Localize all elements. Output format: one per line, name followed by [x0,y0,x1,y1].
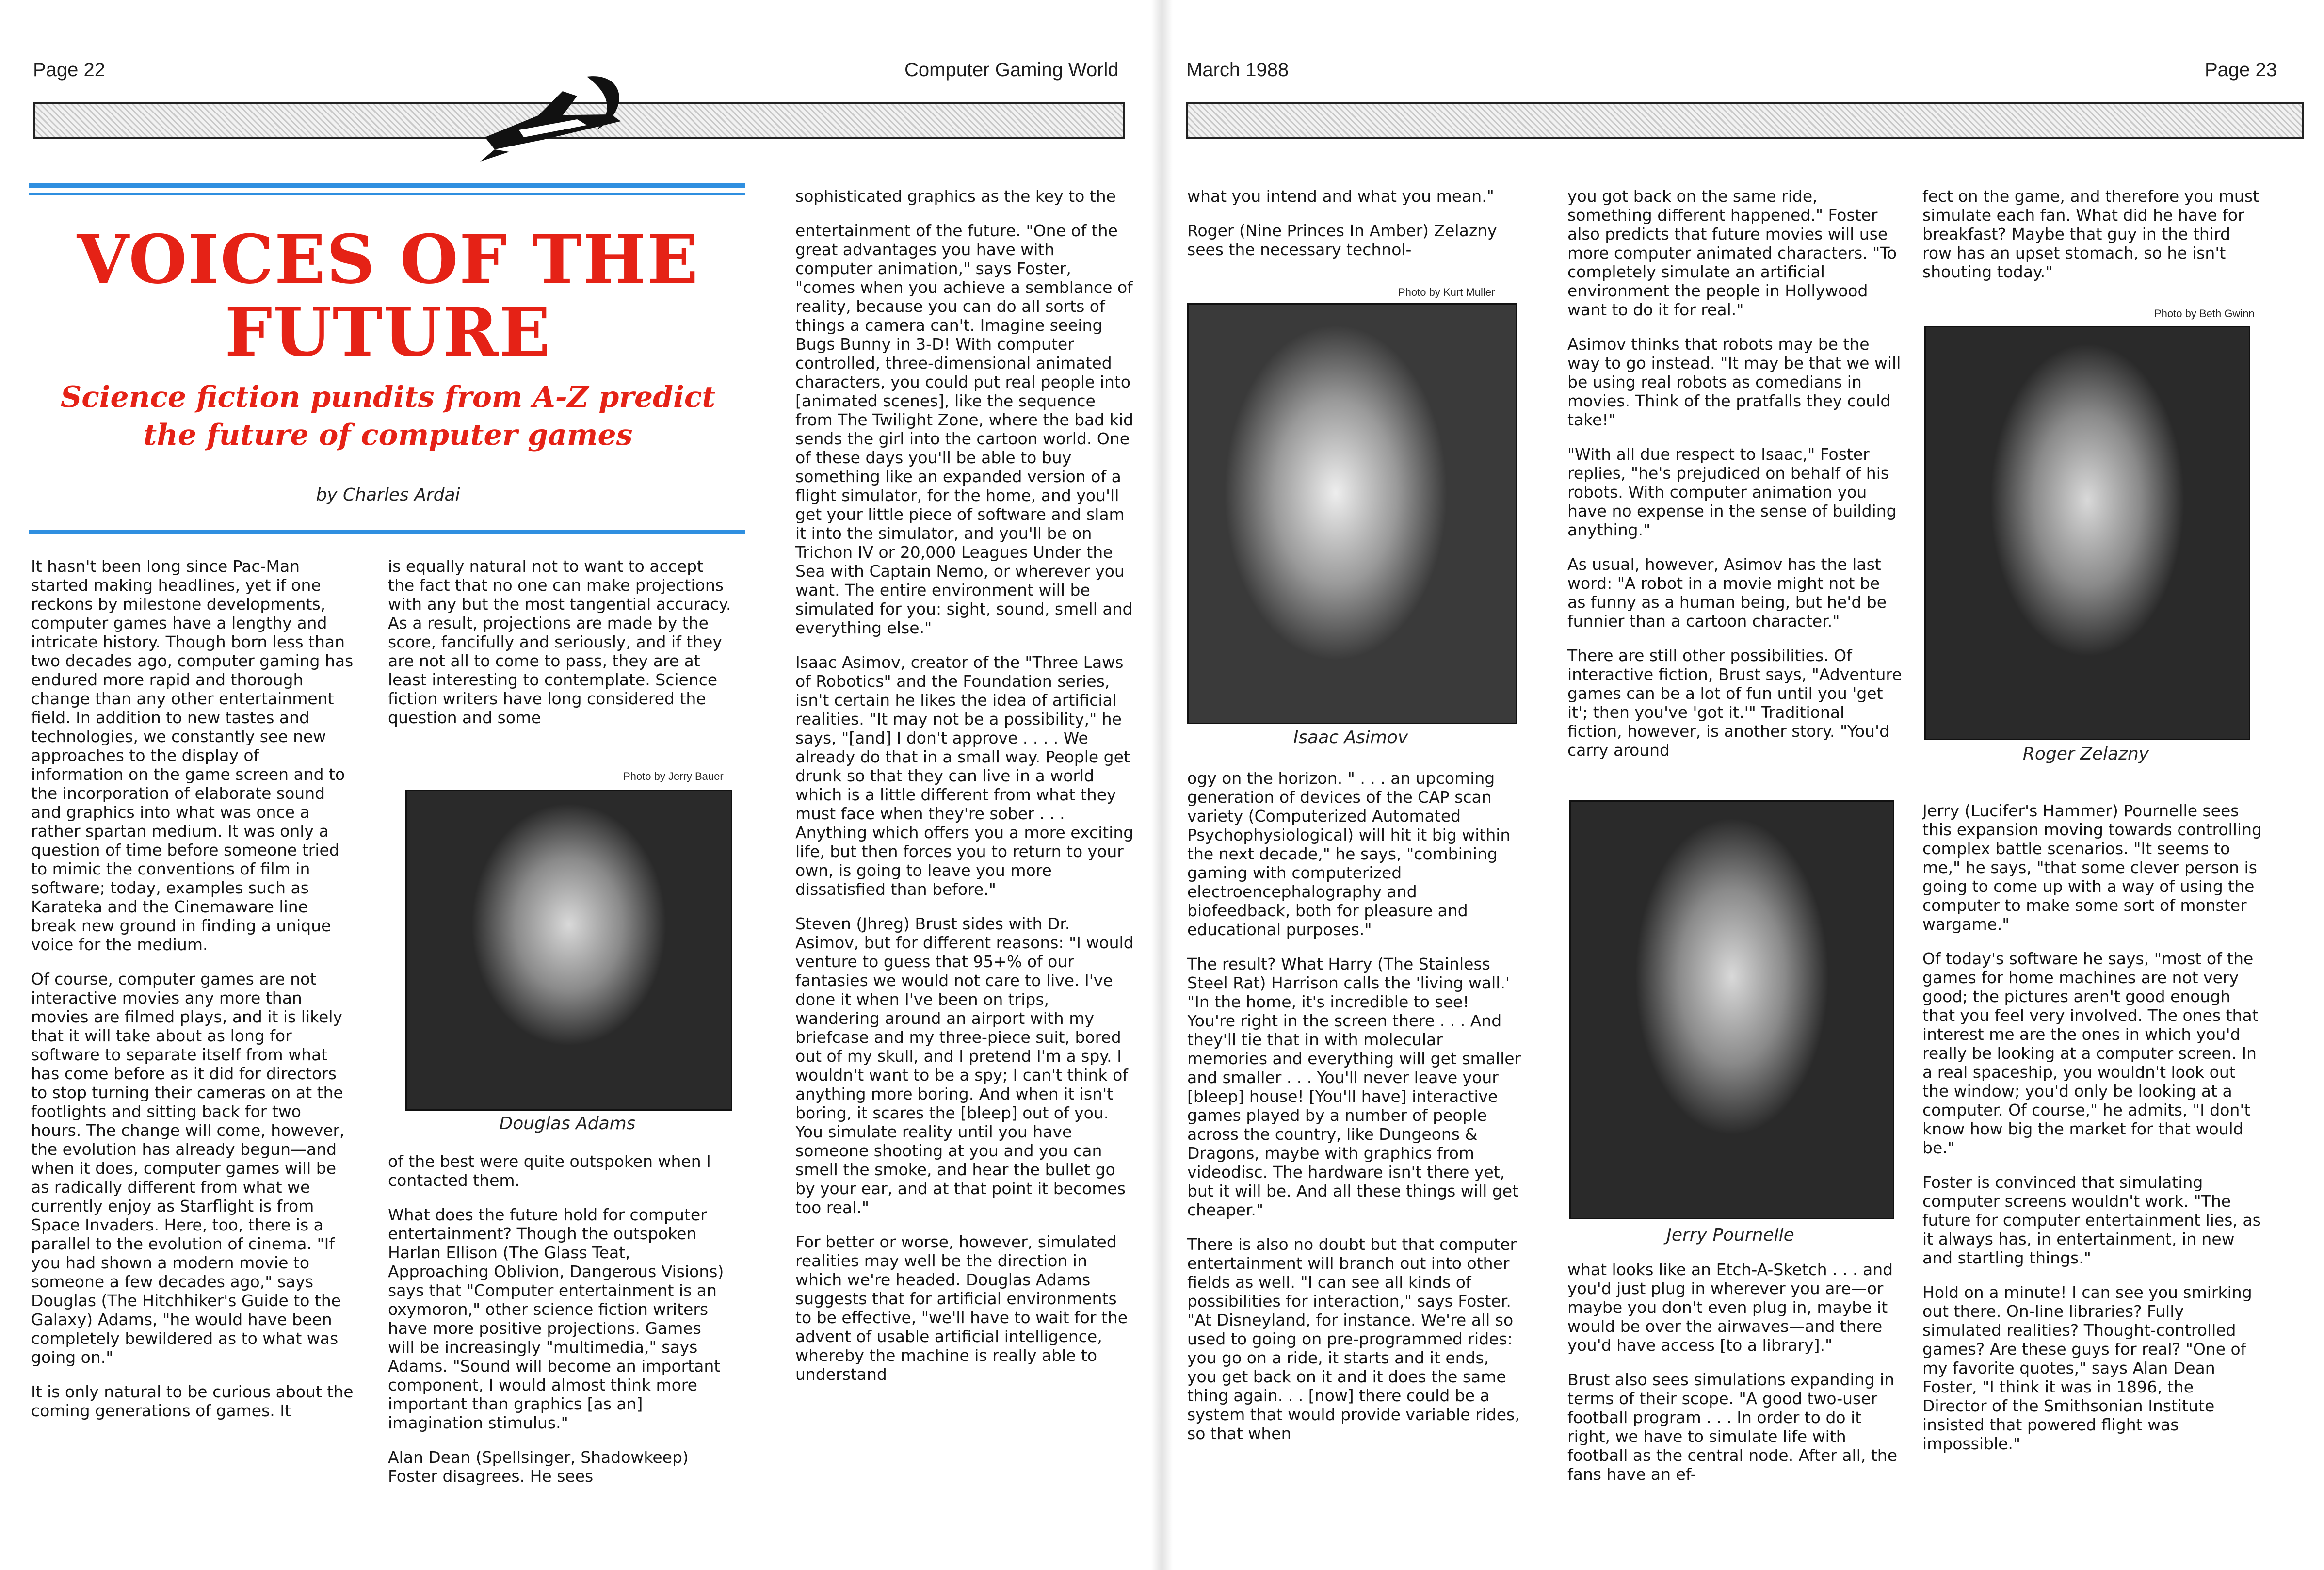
article-subtitle [58,378,718,454]
title-rule-top-thin [29,193,745,195]
column-4-paragraph: ogy on the horizon. " . . . an upcoming generation of devices of the CAP scan variety (Computerized Automated Psychophysiological) will hit it big within the next decade," he says, "combining gaming with computerized electroencephalography and biofeedback, both for pleasure and educational purposes." [1187,769,1511,939]
column-6-paragraph: Hold on a minute! I can see you smirking out there. On-line libraries? Fully simulated realities? Thought-controlled games? Are these guys for real? "One of my favorite quotes," says Alan Dean Foster, "I think it was in 1896, the Director of the Smithsonian Institute insisted that powered flight was impossible." [1922,1283,2252,1453]
photo-credit-asimov: Photo by Kurt Muller [1398,286,1495,298]
column-5-bottom [1567,1260,1902,1551]
column-2-paragraph: of the best were quite outspoken when I contacted them. [388,1152,711,1190]
title-rule-top [29,183,745,188]
caption-roger-zelazny: Roger Zelazny [2022,744,2149,764]
photo-credit-zelazny: Photo by Beth Gwinn [2154,308,2255,320]
column-1-paragraph: It hasn't been long since Pac-Man started making headlines, yet if one reckons by milestone developments, computer games have a lengthy and intricate history. Though born less than two decades ago, computer gaming has endured more rapid and thorough change than any other entertainment field. In addition to new tastes and technologies, we constantly see new approaches to the display of information on the game screen and to the incorporation of elaborate sound and graphics into what was once a rather spartan medium. It was only a question of time before someone tried to mimic the conventions of film in software; today, examples such as Karateka and the Cinemaware line break new ground in finding a unique voice for the medium. [31,557,354,954]
magazine-name: Computer Gaming World [904,59,1119,81]
photo-credit-adams: Photo by Jerry Bauer [623,770,724,782]
caption-douglas-adams: Douglas Adams [499,1114,636,1133]
column-5-paragraph: what looks like an Etch-A-Sketch . . . and you'd just plug in wherever you are—or maybe you don't even plug in, maybe it would be over the airwaves—and there you'd have access [to a library]." [1567,1260,1893,1355]
column-6-top [1922,187,2262,289]
column-3-paragraph: Steven (Jhreg) Brust sides with Dr. Asimov, but for different reasons: "I would venture to guess that 95+% of our fantasies we would not care to live. I've done it when I've been on trips, wandering around an airport with my briefcase and my three-piece suit, bored out of my skull, and I pretend I'm a spy. I wouldn't want to be a spy; I can't think of anything more boring. And when it isn't boring, it scares the [bleep] out of you. You simulate reality until you have someone shooting at you and you can smell the smoke, and hear the bullet go by your ear, and at that point it becomes too real." [795,914,1134,1217]
column-5-paragraph: "With all due respect to Isaac," Foster replies, "he's prejudiced on behalf of his robots. With computer animation you have no expense in the sense of building anything." [1567,445,1897,539]
column-2-paragraph: Alan Dean (Spellsinger, Shadowkeep) Foster disagrees. He sees [388,1448,689,1486]
column-4-bottom [1187,769,1522,1550]
column-4-top [1187,187,1522,284]
column-5-paragraph: you got back on the same ride, something different happened." Foster also predicts that future movies will use more computer animated characters. "To completely simulate an artificial environment the people in Hollywood want to do it for real." [1567,187,1897,319]
page-number-right: Page 23 [2205,59,2277,81]
column-5-paragraph: Brust also sees simulations expanding in terms of their scope. "A good two-user football program . . . In order to do it right, we have to simulate life with football as the central node. After all, the fans have an ef- [1567,1370,1897,1484]
column-3-paragraph: sophisticated graphics as the key to the [795,187,1116,206]
column-2-paragraph: What does the future hold for computer entertainment? Though the outspoken Harlan Ellison (The Glass Teat, Approaching Oblivion, Dangerous Visions) says that "Computer entertainment is an oxymoron," other science fiction writers have more positive projections. Games will be increasingly "multimedia," says Adams. "Sound will become an important component, I would almost think more important than graphics [as an] imagination stimulus." [388,1205,724,1432]
photo-isaac-asimov [1187,303,1517,724]
right-page [1162,0,2324,1570]
subtitle-line-1: Science fiction pundits from A-Z predict [60,380,716,414]
column-3-paragraph: entertainment of the future. "One of the great advantages you have with computer animation," says Foster, "comes when you achieve a semblance of reality, because you can do all sorts of things a camera can't. Imagine seeing Bugs Bunny in 3-D! With computer controlled, three-dimensional animated characters, you could put real people into [animated scenes], like the sequence from The Twilight Zone, where the bad kid sends the girl into the cartoon world. One of these days you'll be able to buy something like an expanded version of a flight simulator, for the home, and you'll get your little piece of software and slam it into the simulator, and you'll be on Trichon IV or 20,000 Leagues Under the Sea with Captain Nemo, or wherever you want. The entire environment will be simulated for you: sight, sound, smell and everything else." [795,221,1133,637]
column-4-paragraph: There is also no doubt but that computer entertainment will branch out into other fields as well. "I can see all kinds of possibilities for interaction," says Foster. "At Disneyland, for instance. We're all so used to going on pre-programmed rides: you go on a ride, it starts and it ends, you get back on it and it does the same thing again. . . [now] there could be a system that would provide variable rides, so that when [1187,1235,1520,1443]
column-1 [31,557,355,1546]
column-4-paragraph: Roger (Nine Princes In Amber) Zelazny sees the necessary technol- [1187,221,1497,259]
photo-roger-zelazny [1924,326,2250,740]
column-3-paragraph: For better or worse, however, simulated realities may well be the direction in which we're headed. Douglas Adams suggests that for artificial environments to be effective, "we'll have to wait for the advent of usable artificial intelligence, whereby the machine is really able to understand [795,1232,1128,1384]
header-bar-right [1186,102,2304,139]
column-4-paragraph: what you intend and what you mean." [1187,187,1494,206]
spaceship-logo [466,57,640,164]
column-5-paragraph: There are still other possibilities. Of interactive fiction, Brust says, "Adventure games can be a lot of fun until you 'get it'; then you've 'got it.'" Traditional fiction, however, is another story. "You'd carry around [1567,646,1902,760]
column-5-paragraph: Asimov thinks that robots may be the way to go instead. "It may be that we will be using real robots as comedians in movies. Think of the pratfalls they could take!" [1567,335,1901,429]
column-1-paragraph: Of course, computer games are not interactive movies any more than movies are filmed plays, and it is likely that it will take about as long for software to separate itself from what has come before as it did for directors to stop turning their cameras on at the footlights and sitting back for two hours. The change will come, however, the evolution has already begun—and when it does, computer games will be as radically different from what we currently enjoy as Starflight is from Space Invaders. Here, too, there is a parallel to the evolution of cinema. "If you had shown a modern movie to someone a few decades ago," says Douglas (The Hitchhiker's Guide to the Galaxy) Adams, "he would have been completely bewildered as to what was going on." [31,970,345,1367]
subtitle-line-2: the future of computer games [143,418,633,452]
caption-isaac-asimov: Isaac Asimov [1293,728,1408,747]
column-3 [795,187,1135,1552]
caption-jerry-pournelle: Jerry Pournelle [1666,1225,1794,1245]
column-2-top [388,557,732,761]
byline: by Charles Ardai [316,485,460,505]
column-5-paragraph: As usual, however, Asimov has the last word: "A robot in a movie might not be as funny as a human being, but he'd be funnier than a cartoon character." [1567,555,1887,631]
column-3-paragraph: Isaac Asimov, creator of the "Three Laws of Robotics" and the Foundation series, isn't certain he likes the idea of artificial realities. "It may not be a possibility," he says, "[and] I don't approve . . . . We already do that in a small way. People get drunk so that they can live in a world which is a little different from what they must face when they're sober . . . Anything which offers you a more exciting life, but then forces you to return to your own, is going to leave you more dissatisfied than before." [795,653,1134,899]
column-5-top [1567,187,1902,793]
column-6-paragraph: Of today's software he says, "most of the games for home machines are not very good; the pictures aren't good enough that you feel very involved. The ones that interest me are the ones in which you'd really be looking at a computer screen. In a real spaceship, you wouldn't look out the window; you'd only be looking at a computer. Of course," he admits, "I don't know how big the market for that would be." [1922,949,2259,1157]
photo-jerry-pournelle [1569,800,1894,1219]
column-6-paragraph: fect on the game, and therefore you must simulate each fan. What did he have for breakfast? Maybe that guy in the third row has an upset stomach, so he isn't shouting today." [1922,187,2259,281]
column-2-bottom [388,1152,732,1550]
issue-date: March 1988 [1186,59,1289,81]
page-number-left: Page 22 [33,59,106,81]
column-4-paragraph: The result? What Harry (The Stainless Steel Rat) Harrison calls the 'living wall.' "In the home, it's incredible to see! You're right in the screen there . . . And they'll tie that in with molecular memories and everything will get smaller and smaller . . . You'll never leave your [bleep] house! [You'll have] interactive games played by a number of people across the country, like Dungeons & Dragons, maybe with graphics from videodisc. The hardware isn't there yet, but it will be. And all these things will get cheaper." [1187,955,1521,1219]
column-6-bottom [1922,801,2262,1551]
column-6-paragraph: Jerry (Lucifer's Hammer) Pournelle sees this expansion moving towards controlling complex battle scenarios. "It seems to me," he says, "that some clever person is going to come up with a way of using the computer to make some sort of monster wargame." [1922,801,2262,934]
column-2-paragraph: is equally natural not to want to accept the fact that no one can make projections with any but the most tangential accuracy. As a result, projections are made by the score, fancifully and seriously, and if they are not all to come to pass, they are at least interesting to contemplate. Science fiction writers have long considered the question and some [388,557,731,727]
photo-douglas-adams [405,790,732,1111]
title-line-1: VOICES OF THE [77,220,699,299]
title-rule-bottom [29,530,745,534]
column-6-paragraph: Foster is convinced that simulating computer screens wouldn't work. "The future for computer entertainment lies, as it always has, in entertainment, in new and startling things." [1922,1173,2261,1267]
column-1-paragraph: It is only natural to be curious about the coming generations of games. It [31,1382,354,1420]
title-line-2: FUTURE [225,292,551,372]
article-title [29,220,747,372]
